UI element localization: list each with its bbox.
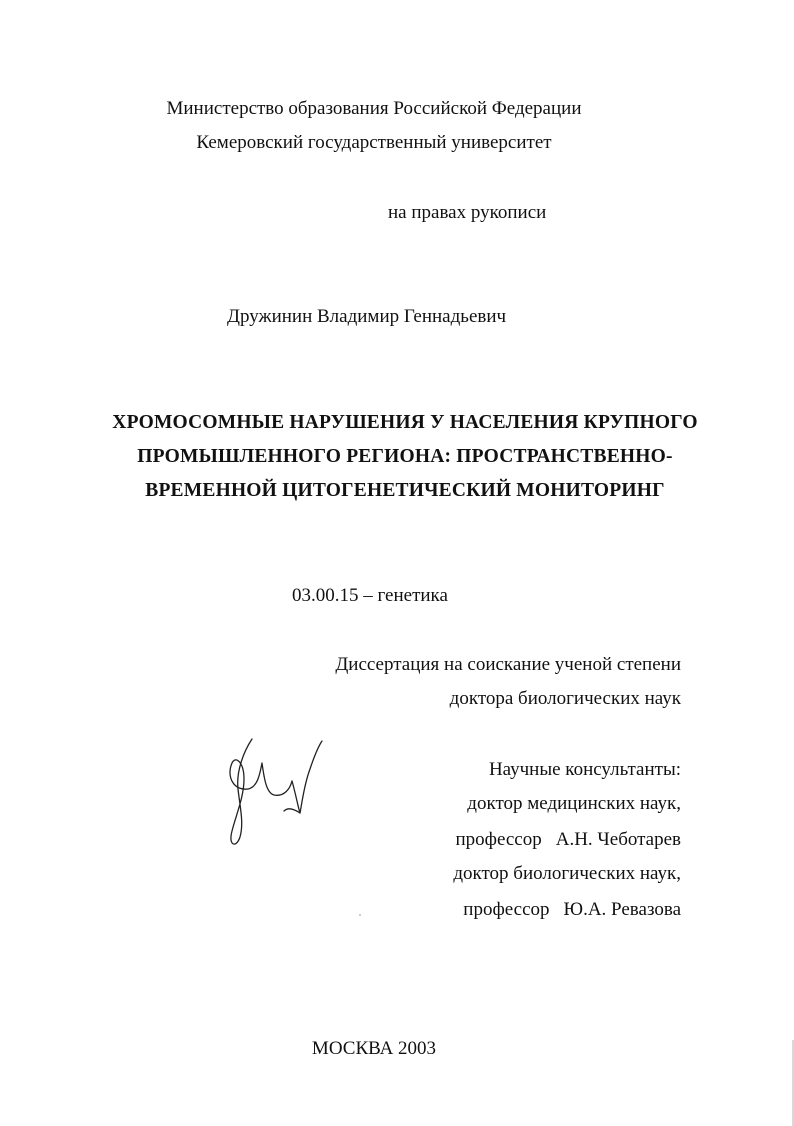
degree-line-1: Диссертация на соискание ученой степени (335, 654, 681, 675)
manuscript-note: на правах рукописи (388, 202, 547, 223)
title-line: ХРОМОСОМНЫЕ НАРУШЕНИЯ У НАСЕЛЕНИЯ КРУПНОГО (112, 412, 698, 433)
signature-icon (214, 733, 334, 853)
consultant-title: профессор (463, 899, 550, 920)
scan-speck (359, 914, 361, 916)
consultant-degree: доктор медицинских наук, (467, 793, 681, 814)
city-year: МОСКВА 2003 (311, 1038, 437, 1059)
author-name: Дружинин Владимир Геннадьевич (227, 306, 507, 327)
university-name: Кемеровский государственный университет (196, 132, 552, 153)
specialty-code: 03.00.15 – генетика (292, 585, 448, 606)
consultants-label: Научные консультанты: (488, 759, 681, 780)
degree-line-2: доктора биологических наук (449, 688, 681, 709)
consultant-degree: доктор биологических наук, (453, 863, 681, 884)
consultant-name: А.Н. Чеботарев (555, 829, 681, 850)
consultant-name-row (455, 828, 681, 852)
title-line: ВРЕМЕННОЙ ЦИТОГЕНЕТИЧЕСКИЙ МОНИТОРИНГ (145, 480, 665, 501)
dissertation-title (60, 406, 750, 508)
consultant-name: Ю.А. Ревазова (563, 899, 681, 920)
ministry-name: Министерство образования Российской Федерации (166, 98, 582, 119)
title-line: ПРОМЫШЛЕННОГО РЕГИОНА: ПРОСТРАНСТВЕННО- (137, 446, 673, 467)
consultant-title: профессор (455, 829, 542, 850)
consultant-name-row (463, 898, 681, 922)
